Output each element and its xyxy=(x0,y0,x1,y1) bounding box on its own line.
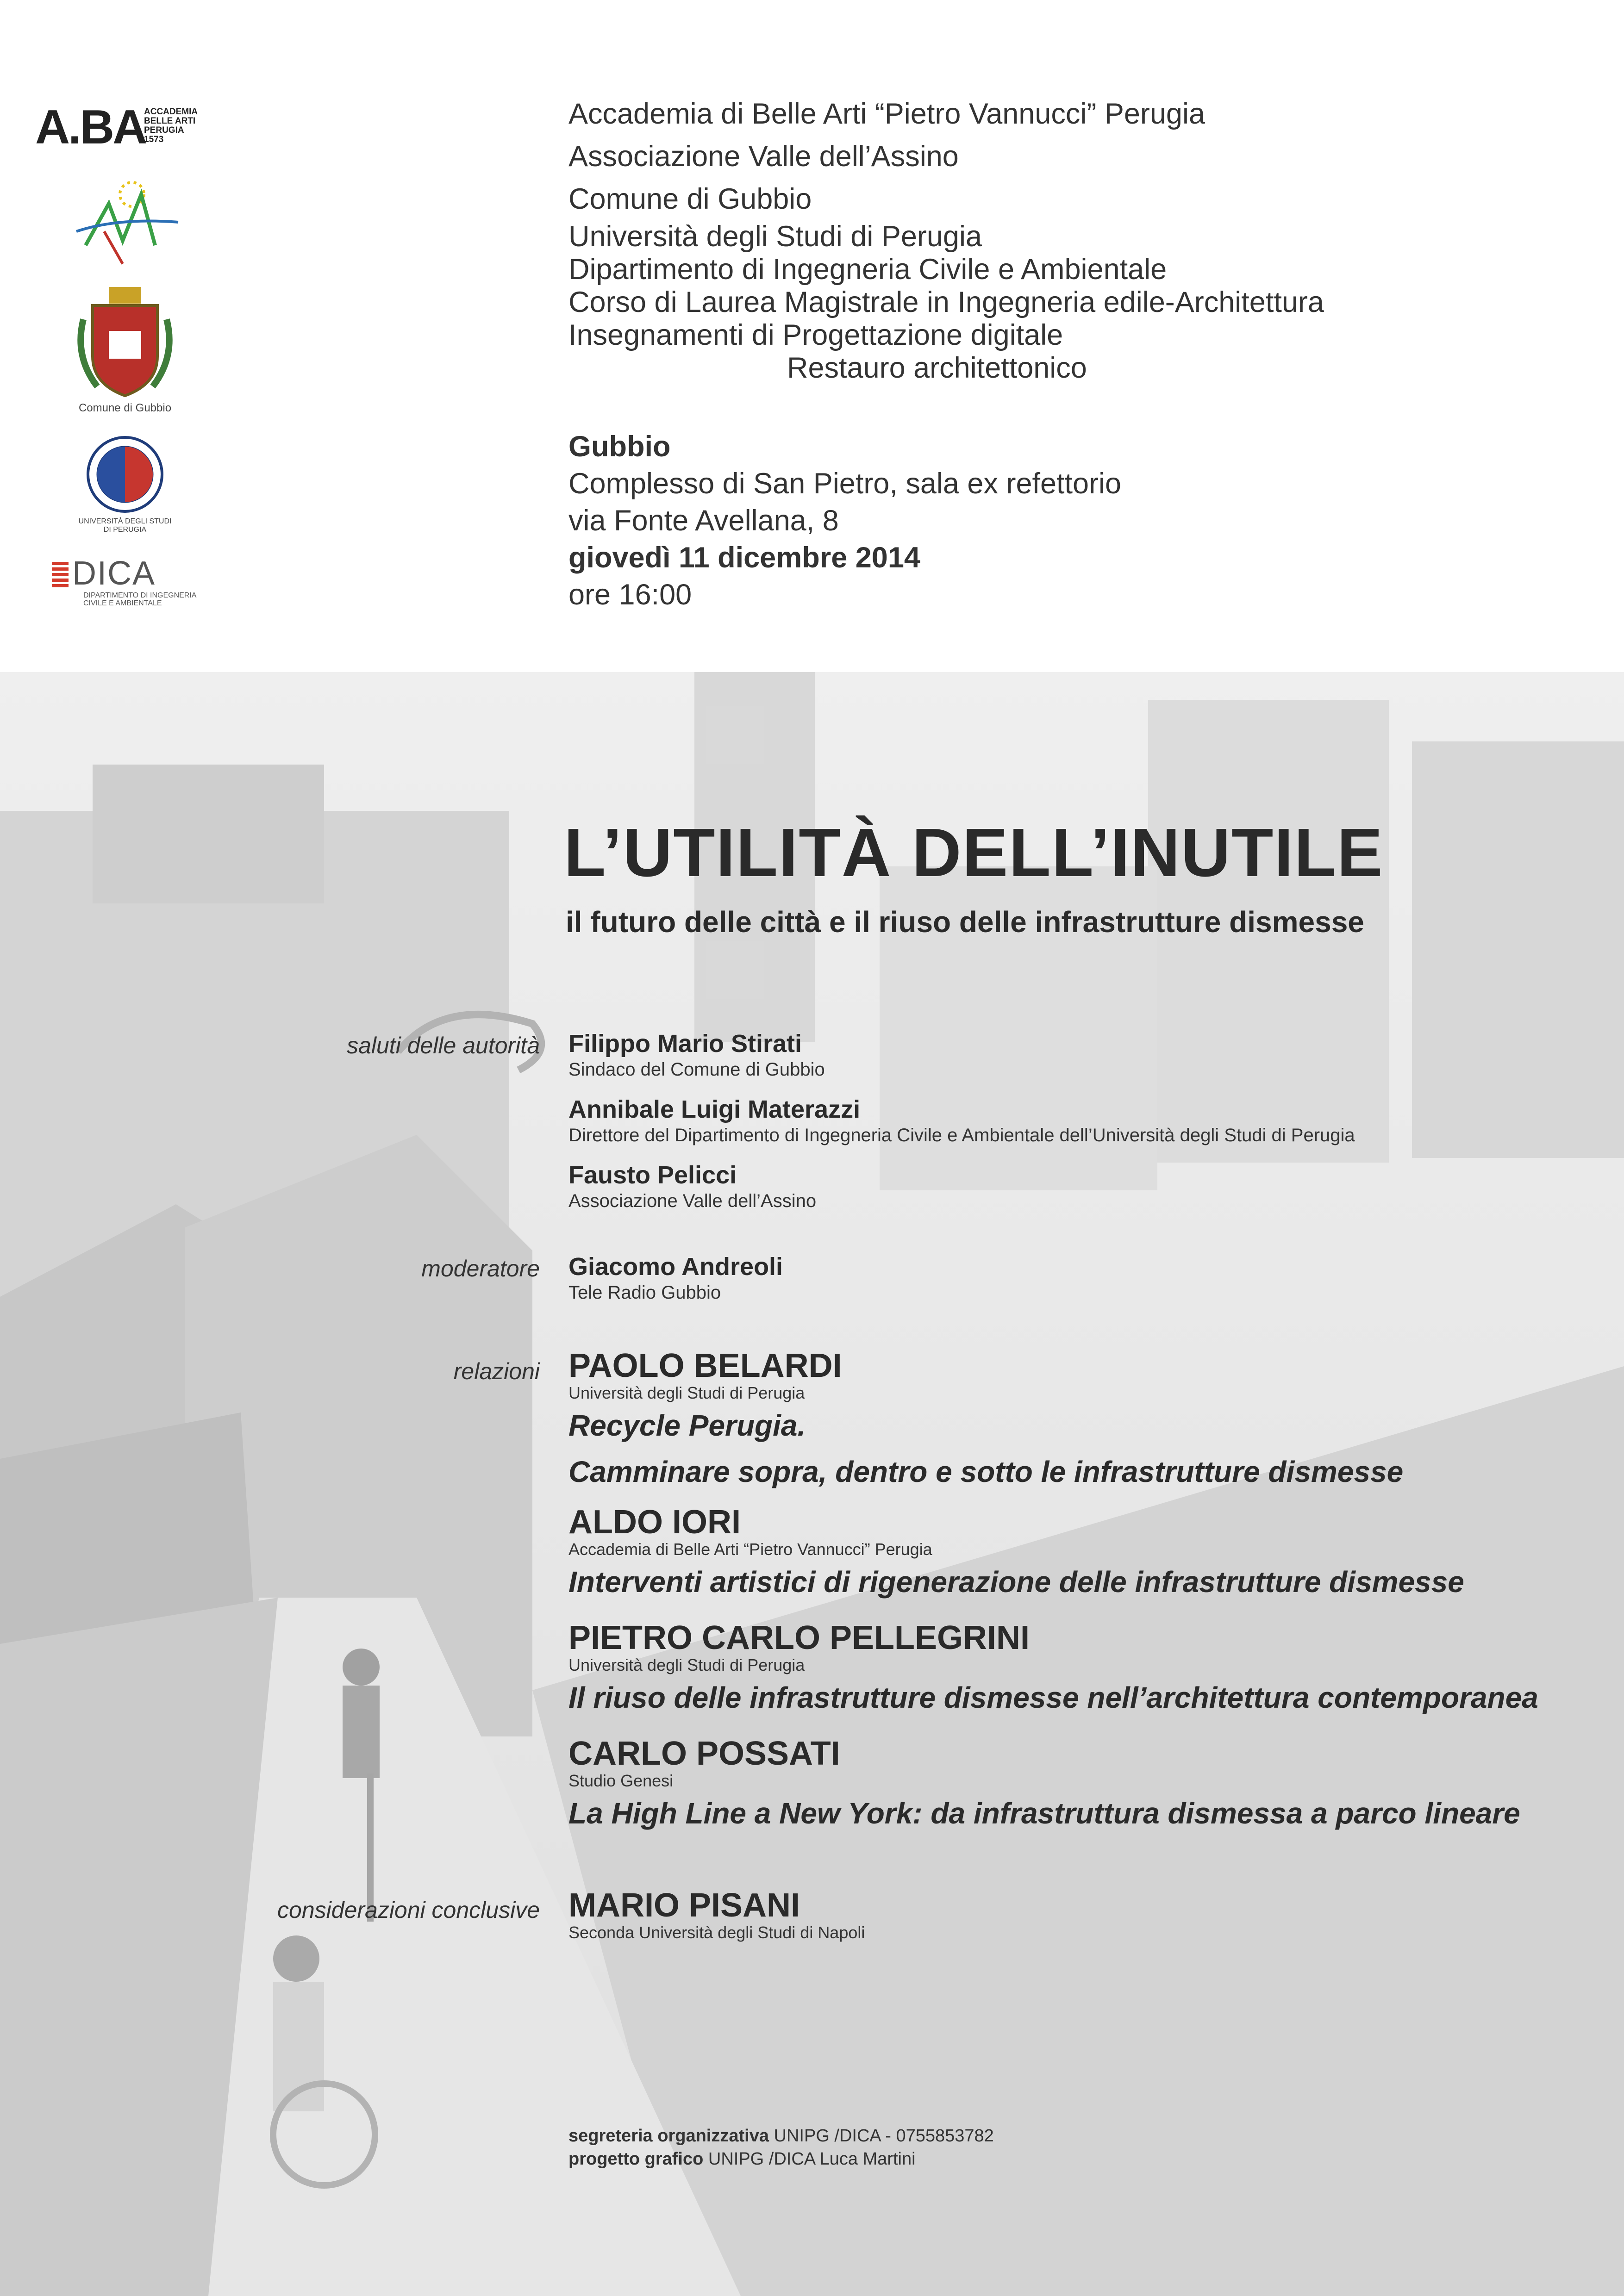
organizers-list xyxy=(568,93,1587,385)
role-talks: relazioni xyxy=(453,1358,540,1384)
footer-credits xyxy=(568,2124,994,2171)
design-line xyxy=(568,2147,994,2171)
gubbio-crest-caption: Comune di Gubbio xyxy=(78,402,172,414)
design-label: progetto grafico xyxy=(568,2149,704,2169)
organizer-line: Corso di Laurea Magistrale in Ingegneria edile-Architettura xyxy=(568,286,1324,318)
secretariat-value: UNIPG /DICA - 0755853782 xyxy=(774,2126,994,2146)
university-block xyxy=(568,220,1587,385)
organizer-line: Insegnamenti di Progettazione digitale xyxy=(568,319,1063,351)
secretariat-line xyxy=(568,2124,994,2147)
conclusion-speaker: MARIO PISANI Seconda Università degli Studi di Napoli xyxy=(568,1887,865,1942)
event-subtitle: il futuro delle città e il riuso delle infrastrutture dismesse xyxy=(566,905,1364,939)
role-greetings: saluti delle autorità xyxy=(347,1033,540,1058)
venue-time: ore 16:00 xyxy=(568,579,692,611)
role-conclusion: considerazioni conclusive xyxy=(277,1897,540,1923)
valle-assino-logo-icon xyxy=(72,176,183,268)
dica-logo-icon xyxy=(52,555,200,611)
venue-date: giovedì 11 dicembre 2014 xyxy=(568,541,920,574)
organizer-line: Comune di Gubbio xyxy=(568,183,812,215)
greeting-speaker: Annibale Luigi Materazzi Direttore del Dipartimento di Ingegneria Civile e Ambientale dell’Università degli Studi di Perugia xyxy=(568,1095,1355,1145)
aba-logo-mark: A.BA xyxy=(35,100,146,154)
unipg-seal-caption: UNIVERSITÀ DEGLI STUDI DI PERUGIA xyxy=(78,517,172,534)
venue-block xyxy=(568,428,1587,613)
talk-speaker: PIETRO CARLO PELLEGRINI Università degli Studi di Perugia Il riuso delle infrastrutture dismesse nell’architettura contemporanea xyxy=(568,1619,1538,1714)
secretariat-label: segreteria organizzativa xyxy=(568,2126,769,2146)
greeting-speaker: Fausto Pelicci Associazione Valle dell’Assino xyxy=(568,1161,817,1211)
dica-bars xyxy=(52,562,69,590)
organizer-line: Università degli Studi di Perugia xyxy=(568,220,982,253)
organizer-line: Restauro architettonico xyxy=(787,352,1087,384)
talk-speaker: CARLO POSSATI Studio Genesi La High Line a New York: da infrastruttura dismessa a parco lineare xyxy=(568,1735,1520,1830)
venue-address: via Fonte Avellana, 8 xyxy=(568,504,839,537)
dica-subtitle: DIPARTIMENTO DI INGEGNERIA CIVILE E AMBIENTALE xyxy=(83,591,197,607)
organizer-line: Associazione Valle dell’Assino xyxy=(568,140,959,173)
event-title: L’UTILITÀ DELL’INUTILE xyxy=(564,815,1384,891)
organizer-line: Accademia di Belle Arti “Pietro Vannucci” Perugia xyxy=(568,98,1205,130)
gubbio-crest-icon xyxy=(65,287,185,421)
greeting-speaker: Filippo Mario Stirati Sindaco del Comune di Gubbio xyxy=(568,1030,825,1080)
dica-wordmark: DICA xyxy=(72,555,156,592)
design-value: UNIPG /DICA Luca Martini xyxy=(708,2149,916,2169)
aba-logo-icon xyxy=(35,102,211,153)
unipg-seal-icon xyxy=(67,435,183,546)
venue-place: Complesso di San Pietro, sala ex refettorio xyxy=(568,467,1122,500)
organizer-line: Dipartimento di Ingegneria Civile e Ambientale xyxy=(568,253,1167,286)
moderator: Giacomo Andreoli Tele Radio Gubbio xyxy=(568,1253,783,1303)
venue-city: Gubbio xyxy=(568,430,671,463)
role-moderator: moderatore xyxy=(421,1256,540,1282)
talk-speaker: PAOLO BELARDI Università degli Studi di Perugia Recycle Perugia. Camminare sopra, dentro e sotto le infrastrutture dismesse xyxy=(568,1347,1404,1488)
aba-logo-text: ACCADEMIA BELLE ARTI PERUGIA 1573 xyxy=(144,107,198,144)
talk-speaker: ALDO IORI Accademia di Belle Arti “Pietro Vannucci” Perugia Interventi artistici di rigenerazione delle infrastrutture dismesse xyxy=(568,1504,1464,1599)
